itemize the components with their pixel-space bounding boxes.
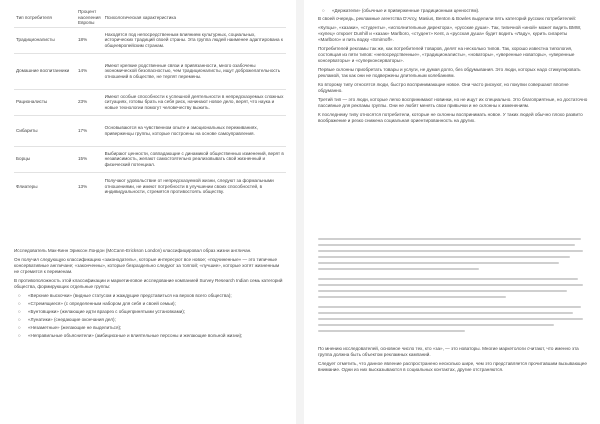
list-item-text: «Лунатики» (снедающие окончания дел); [28, 317, 116, 322]
bullet-icon: ○ [18, 317, 21, 322]
cell-traits: Выбирают ценности, совпадающие с динамикой общественных изменений, верят в независимость, желают самостоятельно реализовывать свой жизненный и физический потенциал. [103, 146, 286, 172]
blurred-paragraph [318, 306, 586, 336]
cell-traits: Имеют крепкие родственные связи и привязанности, много озабочены экономической безопасностью, чем традиционалисты, ищут доброжелательность отношений в обществе, не терпят перемены. [103, 53, 286, 89]
table-row [14, 146, 286, 172]
header-traits: Психологическая характеристика [104, 14, 177, 20]
consumer-types-table [14, 8, 286, 200]
cell-type: Флиатеры [14, 172, 76, 200]
cell-traits: Имеют особые способности к успешной деятельности в непредсказуемых сложных ситуациях, готовы брать на себя риск, начинают новое дело, верят, что наука и новые технологии помогут человечеству выжить. [103, 89, 286, 115]
list-item [318, 8, 588, 14]
cell-percent: 13% [76, 172, 103, 200]
list-item-text: «Держатели» (обычные и приверженные традиционным ценностям). [332, 8, 480, 13]
paragraph: Ко второму типу относятся люди, быстро воспринимающие новое. Они часто рискуют, но покупки совершают вполне обдуманно. [318, 82, 569, 93]
table-row [14, 53, 286, 89]
table-row [14, 115, 286, 146]
cell-percent: 18% [76, 27, 103, 53]
left-page [0, 0, 296, 424]
list-item-text: «Бунтовщики» (желающие идти вразрез с общепринятыми установками); [28, 309, 186, 314]
bullet-icon: ○ [18, 293, 21, 298]
paragraph: По мнению исследователей, основное число тех, кто «за», — это новаторы. Многие маркетологи считают, что именно эта группа должна быть объектом рекламных кампаний. [318, 346, 579, 357]
bullet-icon: ○ [18, 309, 21, 314]
cell-percent: 23% [76, 89, 103, 115]
list-item [14, 301, 284, 307]
list-item-text: «Стремящиеся» (с определенным набором для себя и своей семьи); [28, 301, 176, 306]
segments-list [14, 293, 284, 339]
cell-traits: Находятся под непосредственным влиянием культурных, социальных, исторических традиций своей страны. Эта группа людей наименее адаптирована к общеевропейским странам. [103, 27, 286, 53]
right-body-text [318, 8, 588, 127]
paragraph: Третий тип — это люди, которые легко воспринимают новинки, но не ищут их специально. Это благоприятные, но достаточно пассивные для рекламы группы. Они не любят менять свои привычки и не склонны к изменениям. [318, 97, 588, 108]
list-item [14, 333, 284, 339]
paragraph: Потребителей рекламы так же, как потребителей товаров, делят на несколько типов. Так, хорошо известна типология, состоящая из пяти типов: «непосредственные», «традиционалисты», «новаторы», «уверенные новаторы», «уверенные консерваторы» и «суперконсерваторы». [318, 46, 575, 63]
table-row [14, 89, 286, 115]
paragraph: Следует отметить, что данное явление распространено несколько шире, чем это представляется прочитавшим вызывающее внимание. Одни из них высказываются в социальных контактах, другие отстраняются. [318, 361, 587, 372]
segments-list-continued [318, 8, 588, 14]
list-item-text: «Верхние выскочки» (видные статусом и жаждущие представиться на верхов всего общества); [28, 293, 232, 298]
paragraph: Исследователь Мак-Кинн Эриксон Лондон (McCann-Erickson London) классифицировал образ жизни англичан. [14, 248, 252, 253]
cell-type: Борцы [14, 146, 76, 172]
left-body-text [14, 248, 284, 341]
cell-type: Сибариты [14, 115, 76, 146]
page-gutter [296, 0, 304, 424]
table-row [14, 27, 286, 53]
blurred-paragraph [318, 278, 586, 302]
table-header-row [14, 8, 286, 27]
paragraph: «Купцы», «казаки», «студенты», «исполнительные директора», «русские души». Так, типичной «иной» может видеть BMW, «купец» откроет Dunhill и «казак» Marlboro, «студент» Kent, а «русская душа» будет водить «Ладу», курить сигареты «Marlboro» и пить водку «Smirnoff». [318, 25, 582, 42]
cell-percent: 17% [76, 115, 103, 146]
list-item [14, 293, 284, 299]
header-type: Тип потребителя [16, 14, 52, 20]
list-item [14, 325, 284, 331]
list-item-text: «Неправильные объяснители» (амбициозные и влиятельные персоны и желающие вольной жизни); [28, 333, 243, 338]
paragraph: Первые склонны приобретать товары и услуги, не думая долго, без обдумывания. Это люди, которых надо стимулировать рекламой, так как они не подвержены длительным колебаниям. [318, 67, 581, 78]
bullet-icon: ○ [18, 301, 21, 306]
table-row [14, 172, 286, 200]
paragraph: В своей очередь, рекламные агентства D'Arcy, Masius, Benton & Bowles выделили пять категорий русских потребителей: [318, 16, 577, 21]
blurred-paragraph [318, 238, 586, 274]
list-item [14, 309, 284, 315]
cell-percent: 14% [76, 53, 103, 89]
paragraph: В противоположность этой классификации и маркетинговое исследование компанией Survey Research Indian семь категорий общества, формирующих отдельные группы: [14, 278, 283, 289]
cell-type: Традиционалисты [14, 27, 76, 53]
bullet-icon: ○ [322, 8, 325, 13]
right-page [304, 0, 600, 424]
paragraph: Он получил следующую классификацию «законодатель», которые интересуют все новое; «подчиненные» — это типичные консервативные англичане; «законченны», которые безраздельно следуют за толпой; «лучшие», которые хотят жизненным не стремится к переменам. [14, 257, 280, 274]
right-body-text-bottom [318, 346, 588, 376]
cell-traits: Основываются на чувственном опыте и эмоциональных переживаниях, приверженцы группы, которые построены на основе самоуправления. [103, 115, 286, 146]
bullet-icon: ○ [18, 333, 21, 338]
cell-traits: Получают удовольствие от непредсказуемой жизни, следуют за формальными отношениями, не имеют потребности в улучшении своих способностей, в индивидуальности, стремятся противостоять обществу. [103, 172, 286, 200]
bullet-icon: ○ [18, 325, 21, 330]
list-item-text: «Незаметные» (желающие не выделиться); [28, 325, 122, 330]
header-percent: Процент населения Европы [78, 9, 101, 26]
cell-type: Рационалисты [14, 89, 76, 115]
cell-type: Домашние воспитанники [14, 53, 76, 89]
cell-percent: 15% [76, 146, 103, 172]
paragraph: К последнему типу относятся потребители, которые не склонны воспринимать новое. У таких людей обычно плохо развито воображение и резко снижена социальная ориентированность на других. [318, 112, 583, 123]
list-item [14, 317, 284, 323]
